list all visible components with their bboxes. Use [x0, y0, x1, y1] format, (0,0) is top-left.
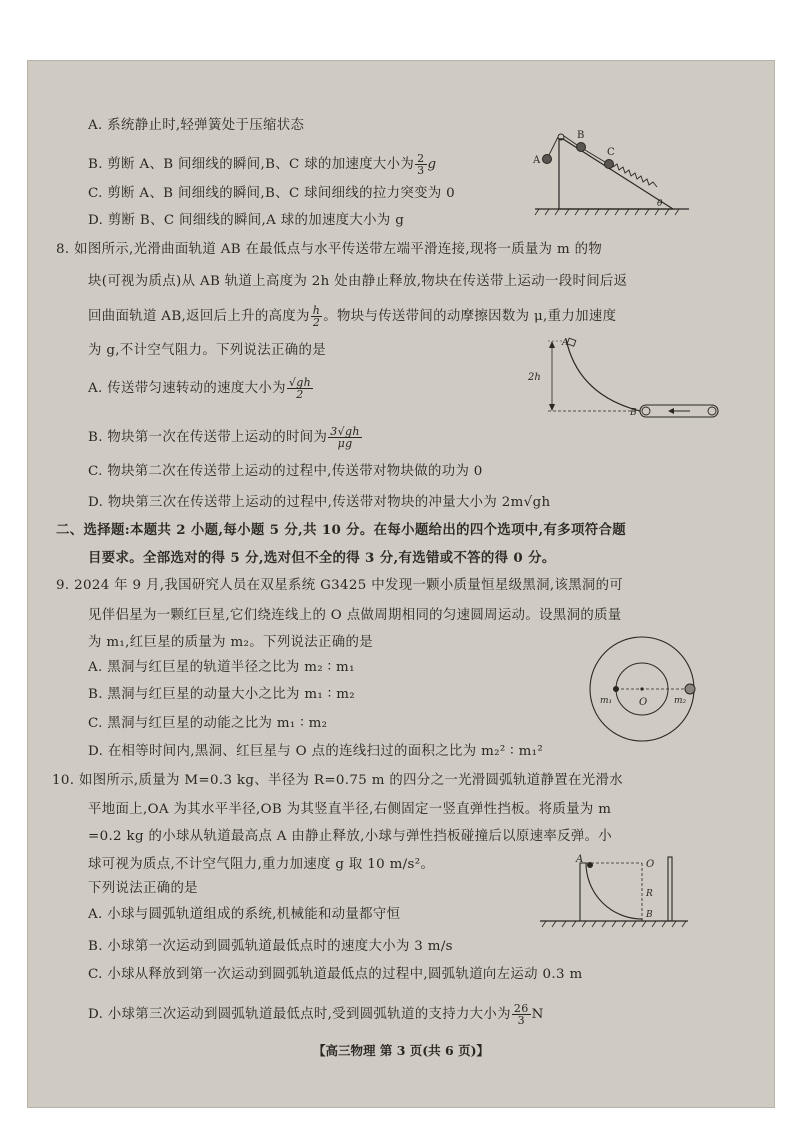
q7-option-a: A. 系统静止时,轻弹簧处于压缩状态: [88, 118, 305, 133]
section-2-heading-line-1: 二、选择题:本题共 2 小题,每小题 5 分,共 10 分。在每小题给出的四个选项中,有多项符合题: [56, 522, 626, 538]
q9-option-d: D. 在相等时间内,黑洞、红巨星与 O 点的连线扫过的面积之比为 m₂² ∶ m₁²: [88, 744, 544, 759]
q7-label-c: C: [607, 147, 615, 158]
q8-option-b: B. 物块第一次在传送带上运动的时间为 $\frac{3√gh}{\mu g}$: [88, 425, 360, 450]
q10-label-b: B: [646, 910, 653, 920]
q7-label-b: B: [577, 130, 585, 141]
fraction: $\frac{26}{3}$: [513, 1002, 529, 1027]
q10-option-c: C. 小球从释放到第一次运动到圆弧轨道最低点的过程中,圆弧轨道向左运动 0.3 m: [88, 967, 583, 982]
q10-stem-line-2: 平地面上,OA 为其水平半径,OB 为其竖直半径,右侧固定一竖直弹性挡板。将质量为 m: [88, 802, 612, 817]
q10-label-a: A: [576, 854, 584, 865]
q10-stem-line-5: 下列说法正确的是: [88, 881, 198, 896]
q8-label-2h: 2h: [528, 372, 541, 383]
q10-stem-line-3: =0.2 kg 的小球从轨道最高点 A 由静止释放,小球与弹性挡板碰撞后以原速率反弹。小: [88, 829, 613, 844]
q8-stem-line-4: 为 g,不计空气阻力。下列说法正确的是: [88, 343, 326, 358]
q10-option-a: A. 小球与圆弧轨道组成的系统,机械能和动量都守恒: [88, 907, 401, 922]
q10-arc-figure: [540, 853, 690, 933]
q7-option-d: D. 剪断 B、C 间细线的瞬间,A 球的加速度大小为 g: [88, 213, 405, 228]
q9-stem-line-2: 见伴侣星为一颗红巨星,它们绕连线上的 O 点做周期相同的匀速圆周运动。设黑洞的质量: [88, 608, 622, 623]
q8-label-a: A: [562, 338, 569, 348]
q9-option-c: C. 黑洞与红巨星的动能之比为 m₁ ∶ m₂: [88, 716, 328, 731]
q9-option-b: B. 黑洞与红巨星的动量大小之比为 m₁ ∶ m₂: [88, 687, 355, 702]
q7-label-theta: θ: [657, 199, 663, 209]
q9-stem-line-1: 9. 2024 年 9 月,我国研究人员在双星系统 G3425 中发现一颗小质量恒星级黑洞,该黑洞的可: [56, 578, 624, 593]
q10-stem-line-1: 10. 如图所示,质量为 M=0.3 kg、半径为 R=0.75 m 的四分之一光滑圆弧轨道静置在光滑水: [52, 773, 623, 788]
q9-orbit-figure: [586, 633, 698, 745]
q10-stem-line-4: 球可视为质点,不计空气阻力,重力加速度 g 取 10 m/s²。: [88, 857, 435, 872]
exam-page: [27, 60, 775, 1108]
q7-incline-figure: [533, 127, 693, 217]
q10-option-d: D. 小球第三次运动到圆弧轨道最低点时,受到圆弧轨道的支持力大小为 $\frac{26}{3}$ N: [88, 1002, 544, 1027]
q7-option-c: C. 剪断 A、B 间细线的瞬间,B、C 球间细线的拉力突变为 0: [88, 186, 456, 201]
q8-label-b: B: [630, 408, 637, 418]
q10-label-r: R: [646, 889, 653, 899]
q9-label-o: O: [639, 697, 648, 708]
q8-stem-line-1: 8. 如图所示,光滑曲面轨道 AB 在最低点与水平传送带左端平滑连接,现将一质量为 m 的物: [56, 242, 603, 257]
q8-track-figure: [518, 335, 728, 425]
page-footer: 【高三物理 第 3 页(共 6 页)】: [313, 1043, 489, 1058]
section-2-heading-line-2: 目要求。全部选对的得 5 分,选对但不全的得 3 分,有选错或不答的得 0 分。: [88, 550, 556, 566]
q9-label-m2: m₂: [674, 696, 687, 706]
q8-stem-line-2: 块(可视为质点)从 AB 轨道上高度为 2h 处由静止释放,物块在传送带上运动一段时间后返: [88, 274, 628, 289]
fraction: $\frac{3√gh}{\mu g}$: [330, 425, 360, 450]
q9-stem-line-3: 为 m₁,红巨星的质量为 m₂。下列说法正确的是: [88, 635, 373, 650]
fraction: $\frac{√gh}{2}$: [288, 376, 312, 401]
q7-option-b: B. 剪断 A、B 间细线的瞬间,B、C 球的加速度大小为 $\frac{2}{3}$ g: [88, 152, 437, 177]
q10-option-b: B. 小球第一次运动到圆弧轨道最低点时的速度大小为 3 m/s: [88, 939, 453, 954]
fraction: $\frac{h}{2}$: [312, 304, 321, 329]
q9-option-a: A. 黑洞与红巨星的轨道半径之比为 m₂ ∶ m₁: [88, 660, 355, 675]
q10-label-o: O: [646, 859, 655, 870]
q8-option-a: A. 传送带匀速转动的速度大小为 $\frac{√gh}{2}$: [88, 376, 312, 401]
fraction: $\frac{2}{3}$: [417, 152, 425, 177]
q8-option-d: D. 物块第三次在传送带上运动的过程中,传送带对物块的冲量大小为 2m√gh: [88, 495, 551, 510]
q7-label-a: A: [533, 155, 541, 166]
q8-option-c: C. 物块第二次在传送带上运动的过程中,传送带对物块做的功为 0: [88, 464, 483, 479]
q9-label-m1: m₁: [600, 696, 613, 706]
q8-stem-line-3: 回曲面轨道 AB,返回后上升的高度为 $\frac{h}{2}$ 。物块与传送带间的动摩擦因数为 μ,重力加速度: [88, 304, 617, 329]
